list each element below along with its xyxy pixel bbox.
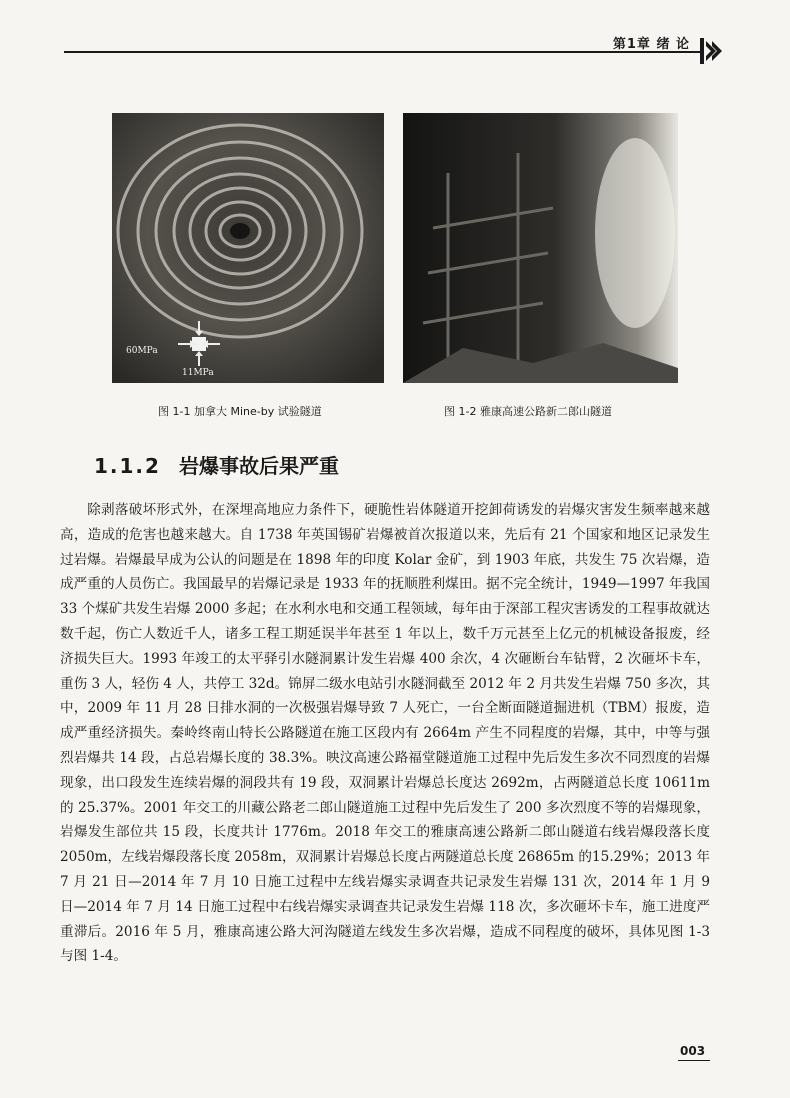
figure-mine-by-tunnel xyxy=(112,113,384,383)
erlangshan-tunnel-photo xyxy=(403,113,678,383)
figure-caption-1: 图 1-1 加拿大 Mine-by 试验隧道 xyxy=(158,405,322,418)
page-number: 003 xyxy=(680,1044,706,1058)
folio-rule xyxy=(678,1060,710,1061)
running-head: 第1章 绪 论 xyxy=(612,37,690,52)
figure-erlangshan-tunnel xyxy=(403,113,678,383)
section-title: 岩爆事故后果严重 xyxy=(178,454,339,478)
section-number: 1.1.2 xyxy=(94,454,161,478)
stress-label-vertical: 11MPa xyxy=(182,368,214,378)
stress-label-horizontal: 60MPa xyxy=(126,346,158,356)
chevron-right-icon-2 xyxy=(712,38,730,64)
body-paragraph: 除剥落破坏形式外，在深埋高地应力条件下，硬脆性岩体隧道开挖卸荷诱发的岩爆灾害发生频率越来越高，造成的危害也越来越大。自 1738 年英国锡矿岩爆被首次报道以来，先后有 21 个国家和地区记录发生过岩爆。岩爆最早成为公认的问题是在 1898 年的印度 Kolar 金矿，到 1903 年底，共发生 75 次岩爆，造成严重的人员伤亡。我国最早的岩爆记录是 1933 年的抚顺胜利煤田。据不完全统计，1949—1997 年我国 33 个煤矿共发生岩爆 2000 多起；在水利水电和交通工程领域，每年由于深部工程灾害诱发的工程事故就达数千起，伤亡人数近千人，诸多工程工期延误半年甚至 1 年以上，数千万元甚至上亿元的机械设备报废，经济损失巨大。1993 年竣工的太平驿引水隧洞累计发生岩爆 400 余次，4 次砸断台车钻臂，2 次砸坏卡车，重伤 3 人，轻伤 4 人，共停工 32d。锦屏二级水电站引水隧洞截至 2012 年 2 月共发生岩爆 750 多次，其中，2009 年 11 月 28 日排水洞的一次极强岩爆导致 7 人死亡，一台全断面隧道掘进机（TBM）报废，造成严重经济损失。秦岭终南山特长公路隧道在施工区段内有 2664m 产生不同程度的岩爆，其中，中等与强烈岩爆共 14 段，占总岩爆长度的 38.3%。映汶高速公路福堂隧道施工过程中先后发生多次不同烈度的岩爆现象，出口段发生连续岩爆的洞段共有 19 段，双洞累计岩爆总长度达 2692m，占两隧道总长度 10611m 的 25.37%。2001 年交工的川藏公路老二郎山隧道施工过程中先后发生了 200 多次烈度不等的岩爆现象，岩爆发生部位共 15 段，长度共计 1776m。2018 年交工的雅康高速公路新二郎山隧道右线岩爆段落长度 2050m，左线岩爆段落长度 2058m，双洞累计岩爆总长度占两隧道总长度 26865m 的15.29%；2013 年 7 月 21 日—2014 年 7 月 10 日施工过程中左线岩爆实录调查共记录发生岩爆 131 次，2014 年 1 月 9 日—2014 年 7 月 14 日施工过程中右线岩爆实录调查共记录发生岩爆 118 次，多次砸坏卡车，施工进度严重滞后。2016 年 5 月，雅康高速公路大河沟隧道左线发生多次岩爆，造成不同程度的破坏，具体见图 1-3 与图 1-4。 xyxy=(60,502,710,965)
figure-caption-2: 图 1-2 雅康高速公路新二郎山隧道 xyxy=(444,405,612,418)
mine-by-tunnel-photo xyxy=(112,113,384,383)
section-heading xyxy=(94,450,339,479)
